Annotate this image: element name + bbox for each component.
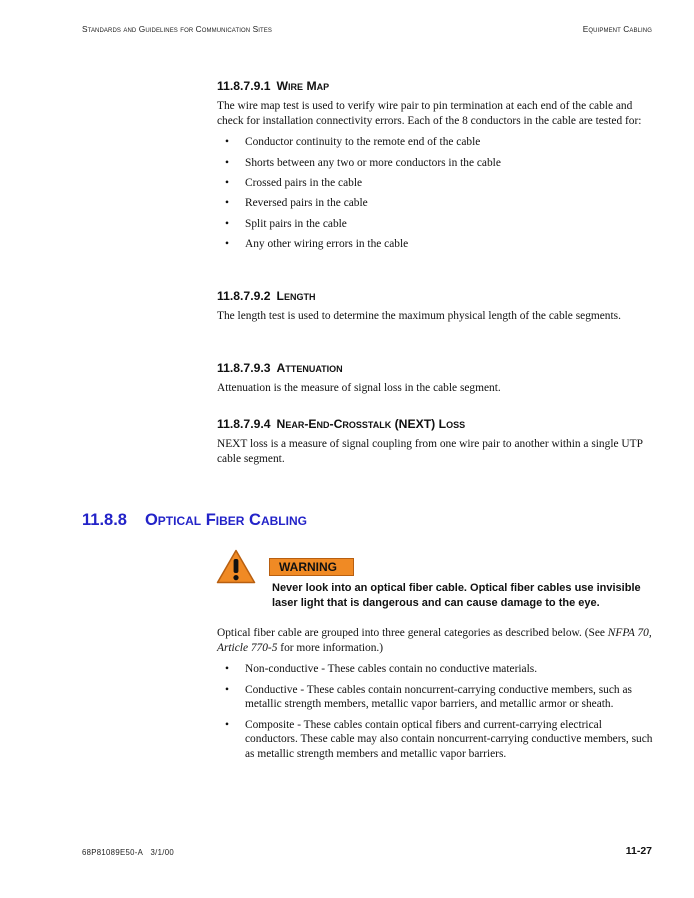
section-heading — [217, 417, 653, 431]
warning-triangle-icon — [216, 549, 256, 584]
section-number: 11.8.7.9.2 — [217, 289, 271, 303]
footer-doc-info — [82, 848, 174, 857]
list-item: • Non-conductive - These cables contain no conductive materials. — [225, 663, 538, 676]
list-item: • Reversed pairs in the cable — [225, 197, 368, 210]
section-number: 11.8.8 — [82, 511, 127, 529]
section-next-loss — [217, 417, 653, 466]
header-chapter: Equipment Cabling — [582, 24, 652, 34]
section-number: 11.8.7.9.3 — [217, 361, 271, 375]
nfpa-reference: NFPA 70, Article 770-5 — [217, 627, 652, 654]
section-number: 11.8.7.9.1 — [217, 79, 271, 93]
wire-map-intro: The wire map test is used to verify wire pair to pin termination at each end of the cable and check for installation connectivity errors. Each of the 8 conductors in the cable are tested for: — [217, 100, 642, 127]
warning-label: WARNING — [269, 558, 354, 576]
section-title: Length — [276, 289, 316, 303]
section-heading — [217, 79, 653, 93]
section-number: 11.8.7.9.4 — [217, 417, 271, 431]
section-length — [217, 289, 653, 324]
doc-date: 3/1/00 — [150, 848, 175, 857]
list-item: • Any other wiring errors in the cable — [225, 238, 409, 251]
section-title: Optical Fiber Cabling — [144, 511, 307, 529]
section-title: Attenuation — [276, 361, 343, 375]
section-heading — [217, 361, 653, 375]
page-number: 11-27 — [625, 845, 652, 857]
list-item: • Split pairs in the cable — [225, 217, 347, 230]
wire-map-list — [217, 135, 653, 252]
section-title: Wire Map — [276, 79, 330, 93]
section-heading — [217, 289, 653, 303]
list-item: • Conductor continuity to the remote end of the cable — [225, 136, 481, 149]
section-wire-map — [217, 79, 653, 252]
list-item: • Crossed pairs in the cable — [225, 176, 363, 189]
list-item: • Composite - These cables contain optical fibers and current-carrying electrical conductors. These cable may also contain noncurrent-carrying conductive members, such as metallic strength members and metallic vapor barriers. — [225, 718, 653, 760]
list-item: • Conductive - These cables contain noncurrent-carrying conductive members, such as metallic strength members, metallic vapor barriers, and metallic armor or sheath. — [225, 683, 632, 711]
warning-text: Never look into an optical fiber cable. Optical fiber cables use invisible laser light that is dangerous and can cause damage to the eye. — [272, 582, 641, 609]
section-optical-body — [217, 626, 653, 761]
optical-category-list — [217, 662, 653, 761]
attenuation-body: Attenuation is the measure of signal loss in the cable segment. — [217, 382, 501, 394]
list-item: • Shorts between any two or more conductors in the cable — [225, 156, 501, 169]
doc-id: 68P81089E50-A — [82, 848, 144, 857]
section-title: Near-End-Crosstalk (NEXT) Loss — [276, 417, 466, 431]
section-attenuation — [217, 361, 653, 396]
header-title: Standards and Guidelines for Communication Sites — [82, 24, 272, 34]
next-loss-body: NEXT loss is a measure of signal coupling from one wire pair to another within a single UTP cable segment. — [217, 438, 643, 465]
section-heading-optical — [82, 511, 307, 530]
optical-intro: Optical fiber cable are grouped into three general categories as described below. (See NFPA 70, Article 770-5 for more information.) — [217, 627, 652, 654]
length-body: The length test is used to determine the maximum physical length of the cable segments. — [217, 310, 621, 322]
